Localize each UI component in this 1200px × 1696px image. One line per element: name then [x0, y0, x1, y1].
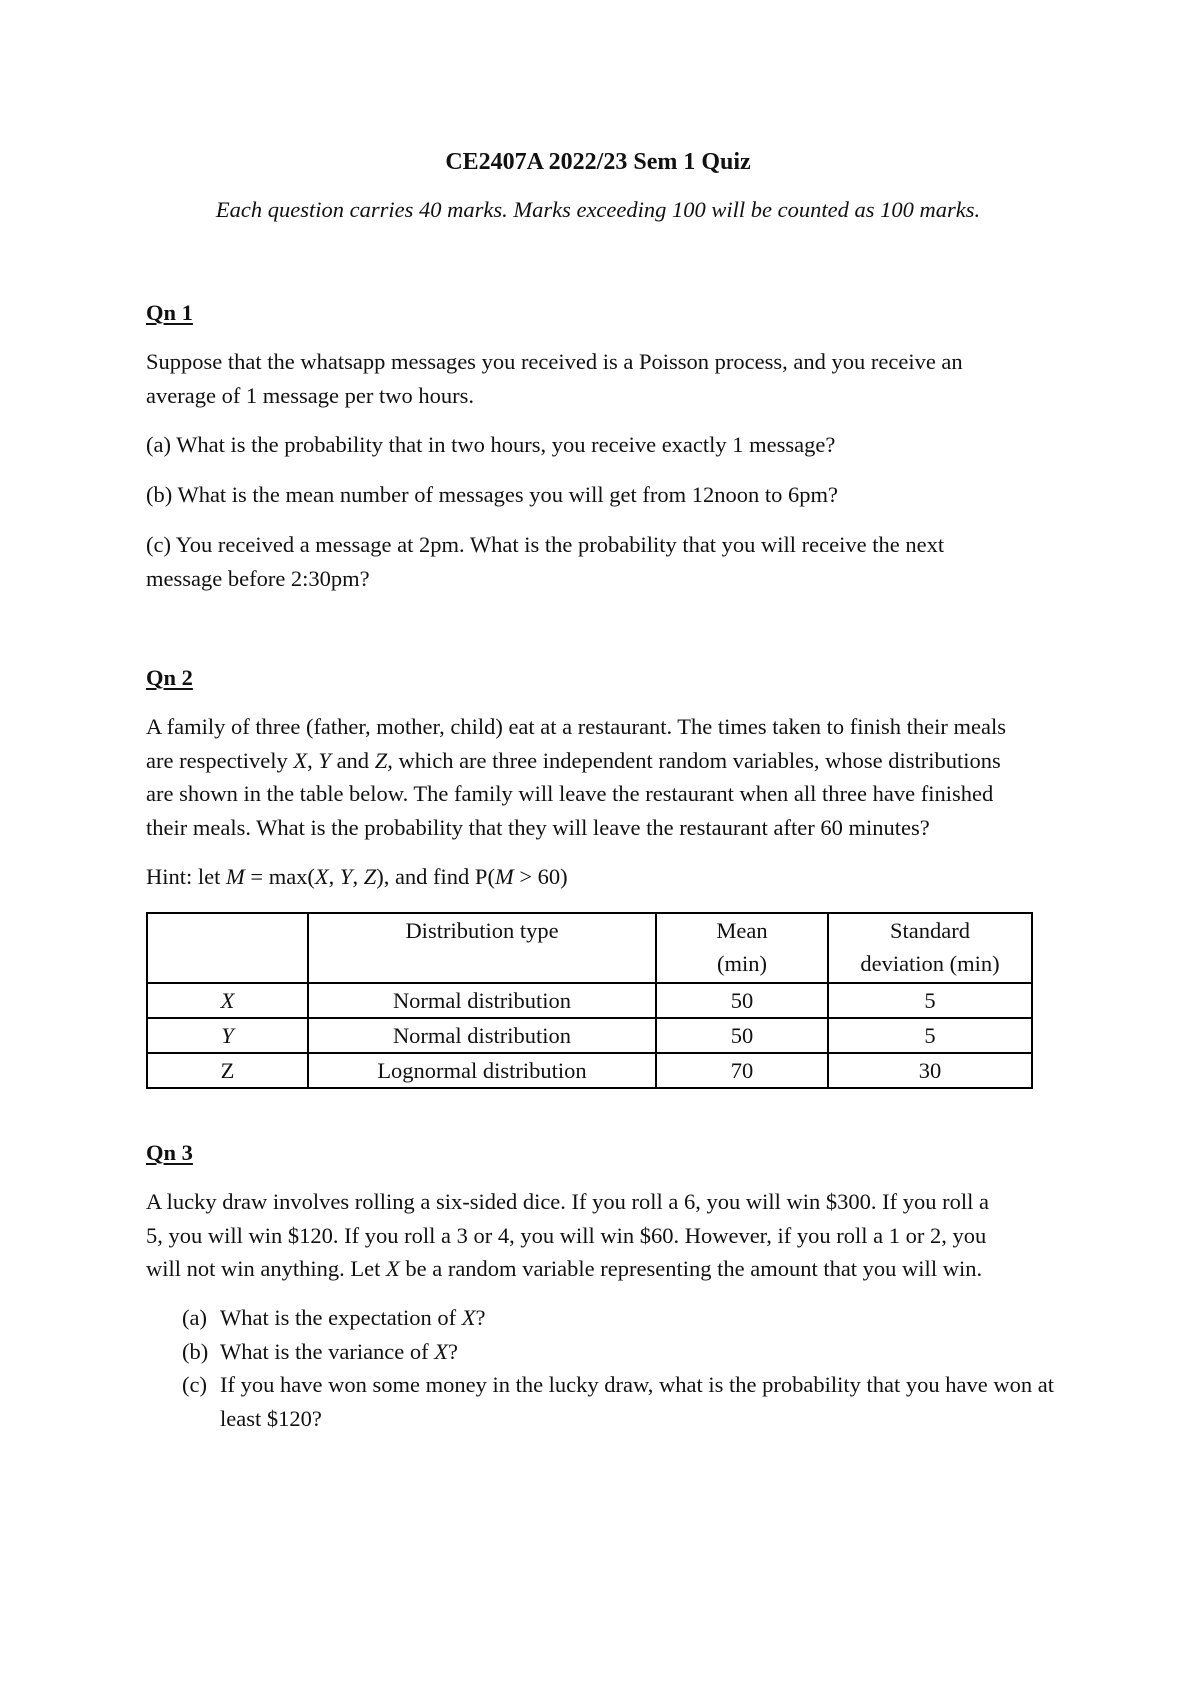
q1-intro-line2: average of 1 message per two hours.: [146, 382, 475, 408]
q1-part-a: (a) What is the probability that in two hours, you receive exactly 1 message?: [146, 432, 836, 457]
distribution-table: [146, 912, 1033, 1089]
q3-parts-list: [182, 1301, 1072, 1435]
table-header-cell: Standard deviation (min): [828, 913, 1032, 983]
table-cell-sd: 5: [828, 983, 1032, 1018]
q1-intro: [146, 345, 1066, 412]
table-cell-sd: 5: [828, 1018, 1032, 1053]
table-cell-sd: 30: [828, 1053, 1032, 1088]
q1-part-c: [146, 528, 1066, 595]
table-header-row: [147, 913, 1032, 983]
table-cell-type: Normal distribution: [308, 1018, 656, 1053]
q2-line2: are respectively X, Y and Z, which are three independent random variables, whose distributions: [146, 747, 1001, 773]
q1-part-c-line1: (c) You received a message at 2pm. What is the probability that you will receive the next: [146, 532, 945, 557]
table-header-cell: Mean (min): [656, 913, 828, 983]
table-row: [147, 1053, 1032, 1088]
table-cell-var: Z: [147, 1053, 308, 1088]
q3-heading: Qn 3: [146, 1140, 193, 1165]
q3-line2: 5, you will win $120. If you roll a 3 or 4, you will win $60. However, if you roll a 1 or 2, you: [146, 1222, 987, 1248]
table-cell-type: Lognormal distribution: [308, 1053, 656, 1088]
table-cell-type: Normal distribution: [308, 983, 656, 1018]
table-cell-mean: 70: [656, 1053, 828, 1088]
list-item: (a) What is the expectation of X?: [182, 1305, 486, 1330]
page-subtitle: Each question carries 40 marks. Marks exceeding 100 will be counted as 100 marks.: [215, 197, 981, 222]
q1-intro-line1: Suppose that the whatsapp messages you received is a Poisson process, and you receive an: [146, 349, 963, 374]
table-row: [147, 983, 1032, 1018]
q1-part-b: (b) What is the mean number of messages you will get from 12noon to 6pm?: [146, 482, 838, 507]
q2-hint: Hint: let M = max(X, Y, Z), and find P(M > 60): [146, 864, 568, 889]
table-row: [147, 1018, 1032, 1053]
q3-line1: A lucky draw involves rolling a six-sided dice. If you roll a 6, you will win $300. If you roll a: [146, 1189, 989, 1214]
q2-line4: their meals. What is the probability that they will leave the restaurant after 60 minutes?: [146, 814, 930, 840]
table-cell-var: Y: [147, 1018, 308, 1053]
q1-heading: Qn 1: [146, 300, 193, 325]
q3-body: [146, 1185, 1066, 1286]
list-item: (c) If you have won some money in the lucky draw, what is the probability that you have won at least $120?: [182, 1372, 1054, 1431]
table-header-cell: [147, 913, 308, 983]
q2-line1: A family of three (father, mother, child) eat at a restaurant. The times taken to finish their meals: [146, 714, 1006, 739]
q3-line3: will not win anything. Let X be a random variable representing the amount that you will win.: [146, 1256, 983, 1281]
table-cell-mean: 50: [656, 983, 828, 1018]
table-header-cell: Distribution type: [308, 913, 656, 983]
list-item: (b) What is the variance of X?: [182, 1338, 459, 1364]
q2-heading: Qn 2: [146, 665, 193, 690]
page-title: CE2407A 2022/23 Sem 1 Quiz: [445, 149, 751, 175]
table-cell-var: X: [147, 983, 308, 1018]
q2-body: [146, 710, 1066, 844]
table-cell-mean: 50: [656, 1018, 828, 1053]
q1-part-c-line2: message before 2:30pm?: [146, 565, 370, 591]
q2-line3: are shown in the table below. The family will leave the restaurant when all three have finished: [146, 781, 994, 806]
